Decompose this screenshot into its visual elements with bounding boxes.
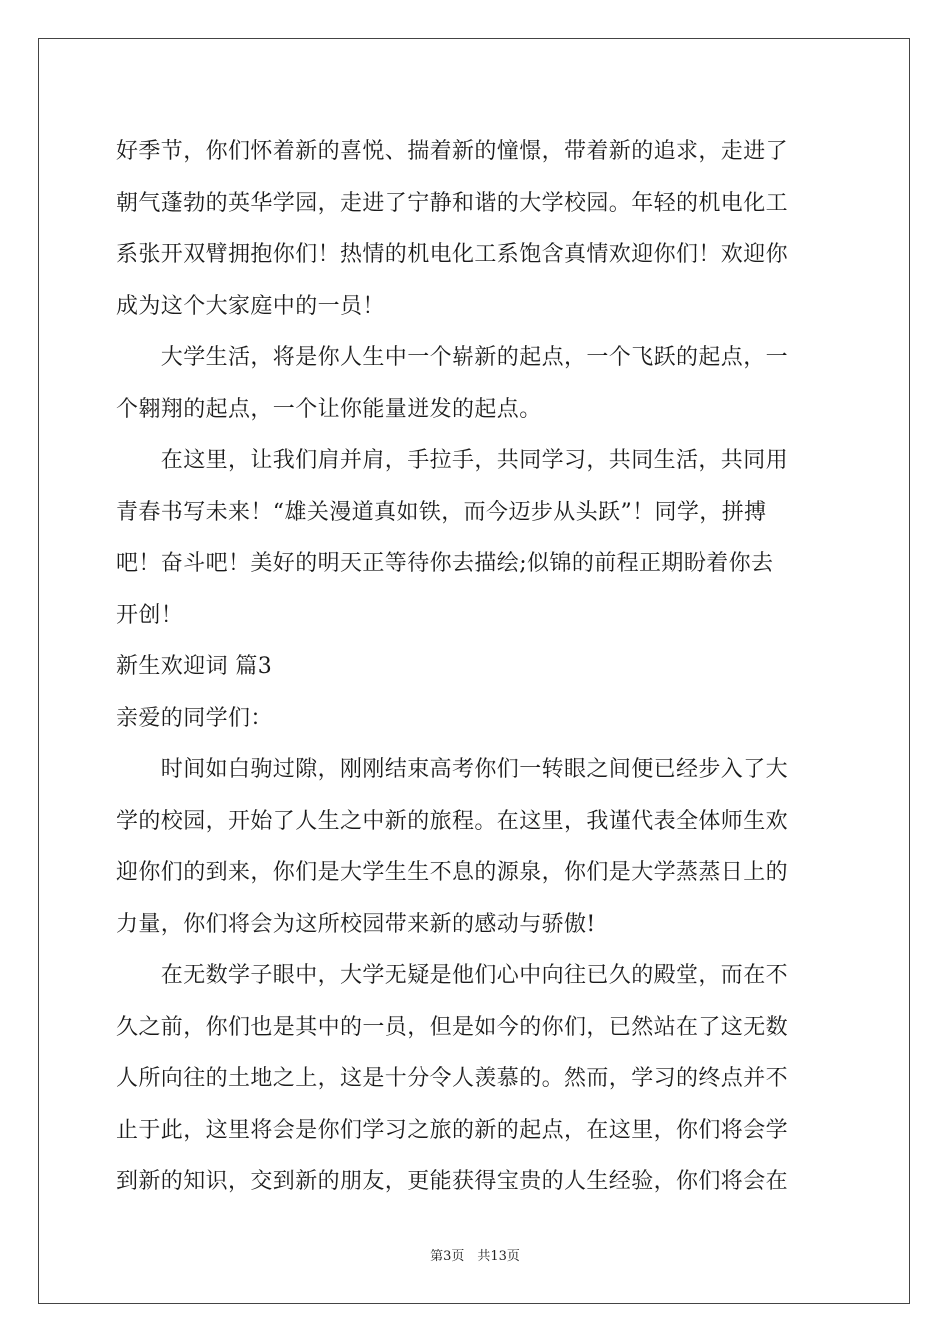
section-heading: 新生欢迎词 篇3 [116,654,273,679]
page-number: 第3页 共13页 [430,1249,520,1264]
document-body [116,126,832,1208]
text-line: 开创！ [116,602,184,628]
text-line: 朝气蓬勃的英华学园，走进了宁静和谐的大学校园。年轻的机电化工 [116,190,789,216]
salutation: 亲爱的同学们： [116,705,273,731]
text-line: 在这里，让我们肩并肩，手拉手，共同学习，共同生活，共同用 [116,448,789,473]
text-line: 系张开双臂拥抱你们！热情的机电化工系饱含真情欢迎你们！欢迎你 [116,242,789,267]
text-line: 青春书写未来！“雄关漫道真如铁，而今迈步从头跃”！同学，拼搏 [116,499,767,525]
text-line: 好季节，你们怀着新的喜悦、揣着新的憧憬，带着新的追求，走进了 [116,139,789,164]
text-line: 久之前，你们也是其中的一员，但是如今的你们，已然站在了这无数 [116,1014,789,1040]
text-line: 迎你们的到来，你们是大学生生不息的源泉，你们是大学蒸蒸日上的 [116,860,789,885]
text-line: 吧！奋斗吧！美好的明天正等待你去描绘;似锦的前程正期盼着你去 [116,551,774,576]
text-line: 学的校园，开始了人生之中新的旅程。在这里，我谨代表全体师生欢 [116,808,789,834]
text-line: 止于此，这里将会是你们学习之旅的新的起点，在这里，你们将会学 [116,1117,789,1143]
text-line: 到新的知识，交到新的朋友，更能获得宝贵的人生经验，你们将会在 [116,1169,789,1194]
text-line: 人所向往的土地之上，这是十分令人羡慕的。然而，学习的终点并不 [116,1066,789,1091]
text-line: 时间如白驹过隙，刚刚结束高考你们一转眼之间便已经步入了大 [116,757,789,782]
text-line: 大学生活，将是你人生中一个崭新的起点，一个飞跃的起点，一 [116,345,789,370]
text-line: 个翱翔的起点，一个让你能量迸发的起点。 [116,396,542,422]
text-line: 在无数学子眼中，大学无疑是他们心中向往已久的殿堂，而在不 [116,963,789,988]
text-line: 成为这个大家庭中的一员！ [116,293,385,319]
text-line: 力量，你们将会为这所校园带来新的感动与骄傲! [116,911,596,937]
